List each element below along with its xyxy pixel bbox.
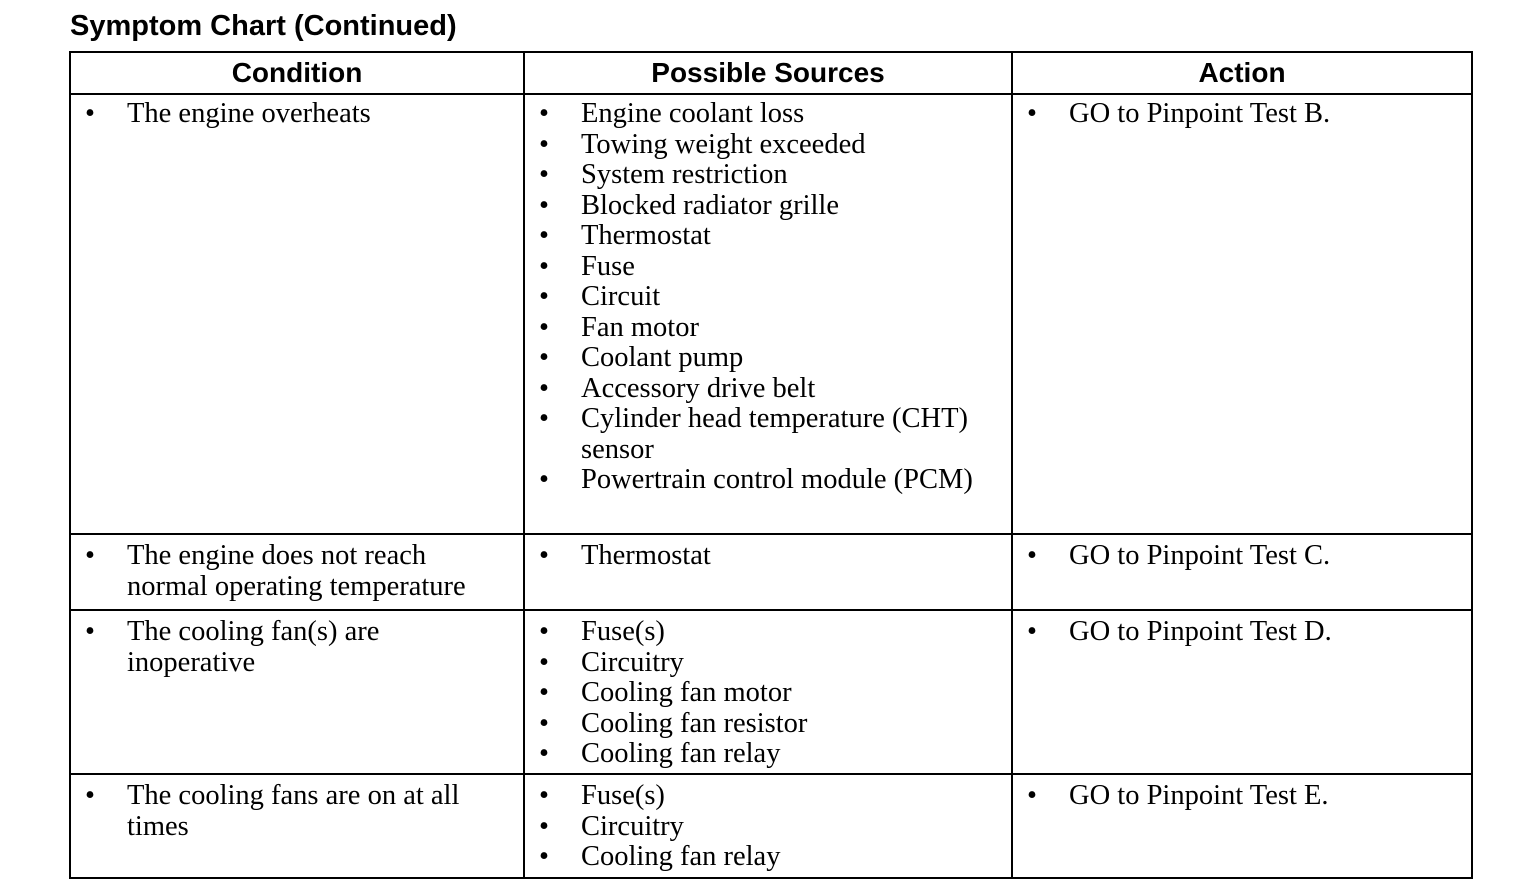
source-item: • Fuse(s) — [581, 617, 1001, 648]
action-column-header: Action — [1012, 52, 1472, 94]
table-row — [70, 534, 1472, 610]
page-title: Symptom Chart (Continued) — [70, 10, 457, 42]
source-item: • Fuse — [581, 252, 1001, 283]
action-cell — [1012, 610, 1472, 774]
source-item: • Thermostat — [581, 541, 1001, 572]
source-item: • Cooling fan resistor — [581, 709, 1001, 740]
possible-sources-column-header: Possible Sources — [524, 52, 1012, 94]
action-item: • GO to Pinpoint Test D. — [1069, 617, 1461, 648]
condition-item: • The engine overheats — [127, 99, 513, 130]
action-cell — [1012, 534, 1472, 610]
source-item: • Cooling fan motor — [581, 678, 1001, 709]
source-item: • Fuse(s) — [581, 781, 1001, 812]
table-row — [70, 94, 1472, 534]
source-item: • Circuitry — [581, 648, 1001, 679]
source-item: • Engine coolant loss — [581, 99, 1001, 130]
source-item: • Thermostat — [581, 221, 1001, 252]
action-item: • GO to Pinpoint Test E. — [1069, 781, 1461, 812]
source-item: • Circuit — [581, 282, 1001, 313]
action-cell — [1012, 774, 1472, 878]
condition-cell — [70, 774, 524, 878]
possible-sources-cell — [524, 94, 1012, 534]
possible-sources-cell — [524, 774, 1012, 878]
possible-sources-cell — [524, 534, 1012, 610]
source-item: • Fan motor — [581, 313, 1001, 344]
condition-cell — [70, 534, 524, 610]
source-item: • Towing weight exceeded — [581, 130, 1001, 161]
source-item: • Cooling fan relay — [581, 739, 1001, 770]
table-header-row — [70, 52, 1472, 94]
action-cell — [1012, 94, 1472, 534]
source-item: • System restriction — [581, 160, 1001, 191]
source-item: • Powertrain control module (PCM) — [581, 465, 1001, 496]
action-item: • GO to Pinpoint Test B. — [1069, 99, 1461, 130]
condition-item: • The cooling fans are on at all times — [127, 781, 513, 842]
table-row — [70, 610, 1472, 774]
symptom-chart-table — [69, 51, 1473, 879]
action-item: • GO to Pinpoint Test C. — [1069, 541, 1461, 572]
condition-cell — [70, 610, 524, 774]
possible-sources-cell — [524, 610, 1012, 774]
condition-item: • The cooling fan(s) are inoperative — [127, 617, 513, 678]
source-item: • Circuitry — [581, 812, 1001, 843]
source-item: • Blocked radiator grille — [581, 191, 1001, 222]
condition-cell — [70, 94, 524, 534]
source-item: • Cylinder head temperature (CHT) sensor — [581, 404, 1001, 465]
condition-item: • The engine does not reach normal operating temperature — [127, 541, 513, 602]
table-row — [70, 774, 1472, 878]
source-item: • Cooling fan relay — [581, 842, 1001, 873]
source-item: • Accessory drive belt — [581, 374, 1001, 405]
condition-column-header: Condition — [70, 52, 524, 94]
source-item: • Coolant pump — [581, 343, 1001, 374]
